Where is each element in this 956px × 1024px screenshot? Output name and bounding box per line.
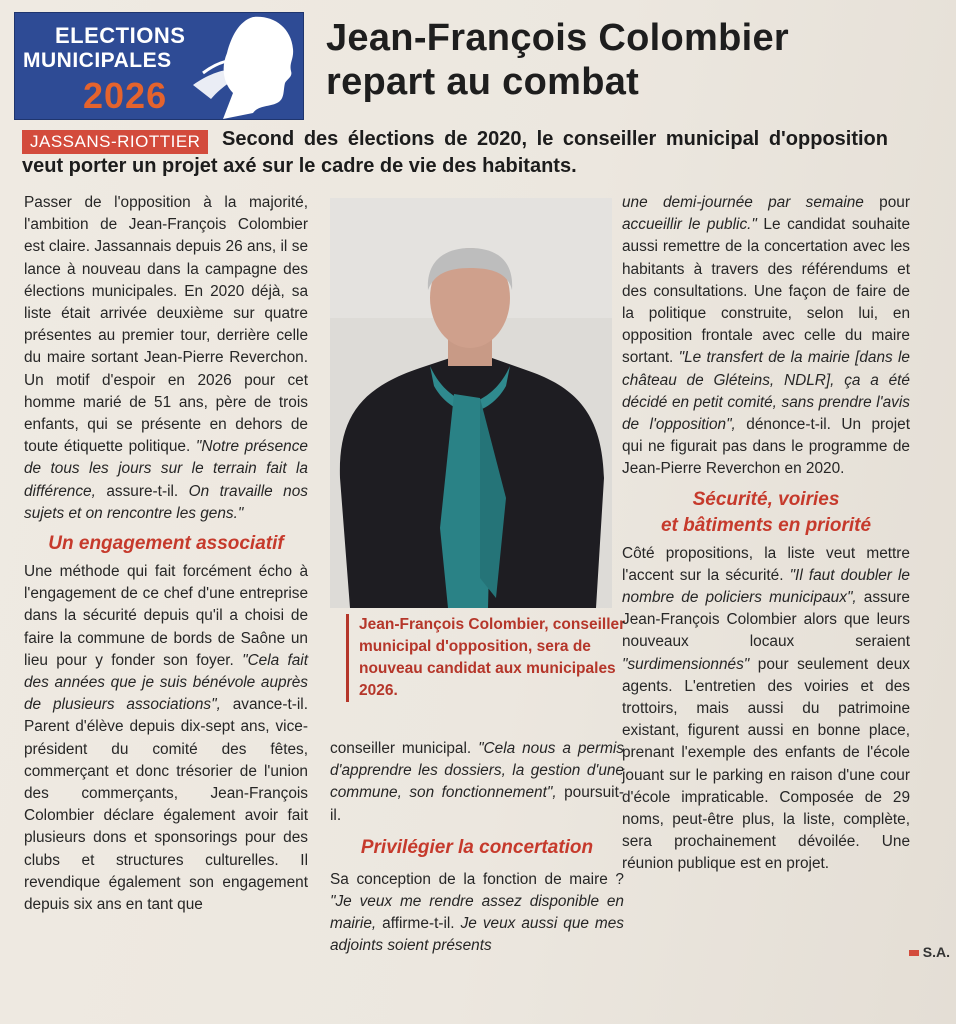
article-headline: [326, 16, 926, 104]
column-3: [622, 192, 910, 876]
signature-marker: [909, 950, 919, 956]
col1-paragraph-2: Une méthode qui fait forcément écho à l'engagement de ce chef d'une entreprise dans la sécurité depuis qu'il a choisi de faire la commune de bords de Saône un lieu pour y fonder son foyer. "Cela fait des années que je suis bénévole auprès de plusieurs associations", avance-t-il. Parent d'élève depuis dix-sept ans, vice-président du comité des fêtes, commerçant et donc trésorier de l'union des commerçants, Jean-François Colombier déclare également avoir fait plusieurs dons et sponsorings pour des clubs et structures culturelles. Il revendique également son engagement depuis six ans en tant que: [24, 563, 309, 914]
col3-paragraph-2: Côté propositions, la liste veut mettre l'accent sur la sécurité. "Il faut doubler le nombre de policiers municipaux", assure Jean-François Colombier alors que leurs nouveaux locaux seraient "surdimensionnés" pour seulement deux agents. L'entretien des voiries et des trottoirs, mais aussi du patrimoine existant, figurent aussi en bonne place, prenant l'exemple des enfants de l'école jouant sur le parking en raison d'une cour d'école impraticable. Composée de 29 noms, peut-être plus, la liste, complète, sera prochainement dévoilée. Une réunion publique est en projet.: [622, 544, 910, 873]
col2-paragraph-1: conseiller municipal. "Cela nous a permis d'apprendre les dossiers, la gestion d'une commune, son fonctionnement", poursuit-il.: [330, 740, 624, 824]
location-kicker: JASSANS-RIOTTIER: [22, 130, 208, 154]
subhead-concertation: Privilégier la concertation: [360, 836, 594, 858]
candidate-portrait-image: [330, 198, 612, 608]
subhead-securite-line2: et bâtiments en priorité: [660, 514, 872, 536]
author-signature: S.A.: [909, 944, 950, 960]
badge-line1: ELECTIONS: [55, 23, 186, 48]
headline-line2: repart au combat: [326, 61, 640, 103]
column-1: [24, 192, 308, 916]
candidate-photo: [330, 198, 612, 608]
badge-year: 2026: [83, 75, 168, 116]
photo-caption: Jean-François Colombier, conseiller municipal d'opposition, sera de nouveau candidat aux municipales 2026.: [346, 614, 627, 702]
col1-paragraph-1: Passer de l'opposition à la majorité, l'ambition de Jean-François Colombier est claire. Jassannais depuis 26 ans, il se lance à nouveau dans la campagne des élections municipales. En 2020 déjà, sa liste était arrivée deuxième sur quatre présentes au premier tour, derrière celle du maire sortant Jean-Pierre Reverchon. Un motif d'espoir en 2026 pour cet homme marié de 51 ans, père de trois enfants, qui se présente en dehors de toute étiquette politique. "Notre présence de tous les jours sur le terrain fait la différence, assure-t-il. On travaille nos sujets et on rencontre les gens.": [24, 194, 308, 522]
marianne-profile-icon: [193, 13, 303, 119]
article-lede: Second des élections de 2020, le conseiller municipal d'opposition veut porter un projet axé sur le cadre de vie des habitants.: [22, 128, 888, 177]
column-2: [330, 738, 624, 958]
badge-line2: MUNICIPALES: [23, 49, 172, 72]
elections-badge: [14, 12, 304, 120]
subhead-securite: [622, 487, 910, 539]
subhead-engagement: Un engagement associatif: [48, 533, 284, 555]
subhead-securite-line1: Sécurité, voiries: [692, 488, 840, 510]
col3-paragraph-1: une demi-journée par semaine pour accueillir le public." Le candidat souhaite aussi remettre de la concertation avec les habitants à travers des référendums et des consultations. Une façon de faire de la politique construite, selon lui, en opposition frontale avec celle du maire sortant. "Le transfert de la mairie [dans le château de Gléteins, NDLR], ça a été décidé en petit comité, sans prendre l'avis de l'opposition", dénonce-t-il. Un projet qui ne figurait pas dans le programme de Jean-Pierre Reverchon en 2020.: [622, 194, 911, 478]
col2-paragraph-2: Sa conception de la fonction de maire ? "Je veux me rendre assez disponible en mairie, affirme-t-il. Je veux aussi que mes adjoints soient présents: [330, 870, 625, 955]
headline-line1: Jean-François Colombier: [326, 17, 790, 59]
